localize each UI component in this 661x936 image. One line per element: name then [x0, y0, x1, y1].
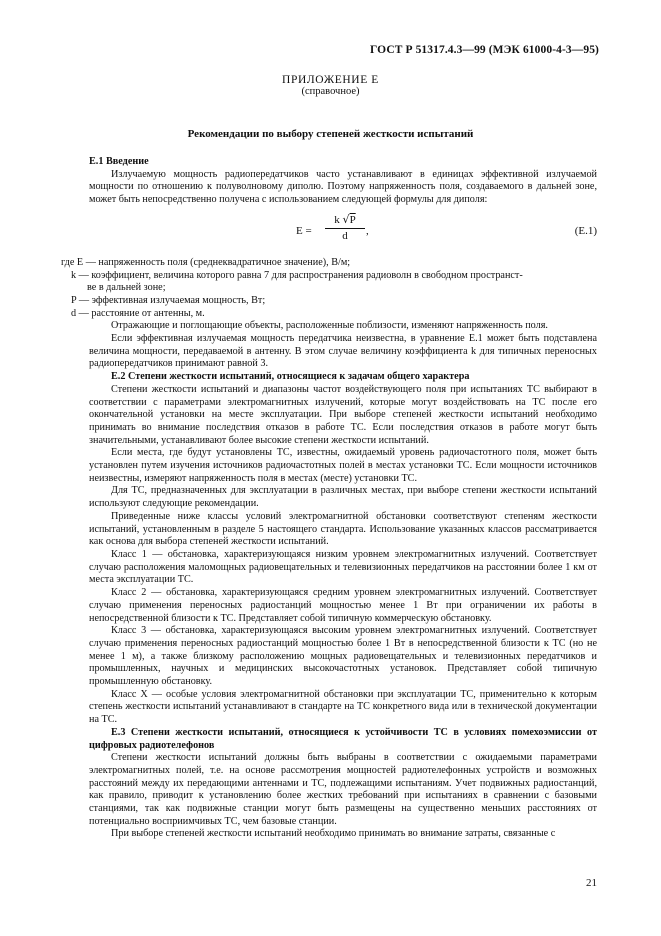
formula-comma: ,: [366, 224, 369, 237]
definition-item: k — коэффициент, величина которого равна 7 для распространения радиоволн в свободном пространст-: [71, 269, 523, 281]
appendix-title: ПРИЛОЖЕНИЕ Е: [282, 74, 379, 86]
formula-lhs: E =: [296, 224, 312, 237]
section-heading-e3: Е.3 Степени жесткости испытаний, относящиеся к устойчивости ТС в условиях помехоэмиссии от цифровых радиотелефонов: [89, 726, 597, 751]
definition-item: P — эффективная излучаемая мощность, Вт;: [71, 294, 266, 306]
document-title: Рекомендации по выбору степеней жесткости испытаний: [187, 128, 474, 140]
sqrt-symbol: √: [342, 212, 350, 226]
formula-e1: [89, 213, 597, 253]
paragraph: Если эффективная излучаемая мощность передатчика неизвестна, в уравнение Е.1 может быть подставлена величина мощности, передаваемой в антенну. В этом случае величину коэффициента k для типичных переносных радиопередатчиков принимают равной 3.: [89, 333, 597, 370]
definition-item: ве в дальней зоне;: [87, 282, 166, 294]
section-heading-e1: Е.1 Введение: [89, 156, 149, 167]
document-body: [61, 156, 597, 841]
definition-item: где E — напряженность поля (среднеквадратичное значение), В/м;: [61, 256, 351, 268]
formula-numerator: [325, 213, 365, 229]
paragraph: Класс 1 — обстановка, характеризующаяся низким уровнем электромагнитных излучений. Соответствует случаю расположения маломощных радиовещательных и телевизионных передатчиков на расстоянии более 1 км от места эксплуатации ТС.: [89, 548, 597, 586]
paragraph: При выборе степеней жесткости испытаний необходимо принимать во внимание затраты, связанные с: [111, 828, 556, 840]
paragraph: Степени жесткости испытаний должны быть выбраны в соответствии с ожидаемыми параметрами электромагнитных полей, т.е. на основе рассмотрения мощностей радиотелефонных устройств и возможных расстояний между их передающими антеннами и ТС, подлежащими испытаниям. Учет подвижных радиостанций, как правило, приводит к установлению более жестких требований при испытаниях в сравнении с базовыми станциями, так как подвижные станции могут быть размещены на существенно меньших расстояниях от потенциально восприимчивых ТС, чем базовые станции.: [89, 752, 597, 827]
paragraph: Для ТС, предназначенных для эксплуатации в различных местах, при выборе степени жесткости испытаний используют следующие рекомендации.: [89, 485, 597, 510]
paragraph: Класс 2 — обстановка, характеризующаяся средним уровнем электромагнитных излучений. Соответствует случаю применения переносных радиостанций мощностью менее 1 Вт при ограничении их работы в непосредственной близости к ТС. Представляет собой типичную коммерческую обстановку.: [89, 587, 597, 624]
section-heading-e2: Е.2 Степени жесткости испытаний, относящиеся к задачам общего характера: [111, 371, 470, 383]
paragraph: Отражающие и поглощающие объекты, расположенные поблизости, изменяют напряженность поля.: [111, 320, 548, 332]
paragraph: Степени жесткости испытаний и диапазоны частот воздействующего поля при испытаниях ТС выбирают в соответствии с параметрами электромагнитных излучений, которые могут воздействовать на ТС после его окончательной установки на месте эксплуатации. При выборе степеней жесткости испытаний необходимо принимать во внимание последствия отказов в работе ТС. Если последствия отказов в работе могут быть значительными, устанавливают более высокие степени жесткости испытаний.: [89, 383, 597, 446]
paragraph: Если места, где будут установлены ТС, известны, ожидаемый уровень радиочастотного поля, может быть установлен путем изучения источников радиочастотных полей в местах установки ТС. Если мощности источников неизвестны, измеряют напряженность поля в местах (месте) установки ТС.: [89, 447, 597, 484]
formula-reference: (Е.1): [574, 224, 597, 237]
paragraph: Приведенные ниже классы условий электромагнитной обстановки соответствуют степеням жесткости испытаний, установленным в разделе 5 настоящего стандарта. Использование указанных классов рассматривается как основа для выбора степеней жесткости испытаний.: [89, 510, 597, 548]
appendix-subtitle: (справочное): [301, 86, 360, 97]
formula-p: P: [349, 213, 356, 226]
formula-fraction: [325, 213, 365, 243]
paragraph: Класс X — особые условия электромагнитной обстановки при эксплуатации ТС, применительно к которым степень жесткости испытаний устанавливают в стандарте на ТС конкретного вида или в технической документации на ТС.: [89, 688, 597, 726]
formula-denominator: d: [342, 229, 348, 242]
paragraph: Излучаемую мощность радиопередатчиков часто устанавливают в единицах эффективной излучаемой мощности по отношению к полуволновому диполю. Поэтому напряженность поля, создаваемого в дальней зоне, может быть непосредственно получена с использованием следующей формулы для диполя:: [89, 168, 597, 206]
page-number: 21: [586, 877, 597, 889]
paragraph: Класс 3 — обстановка, характеризующаяся высоким уровнем электромагнитных излучений. Соответствует случаю применения переносных радиостанций мощностью более 1 Вт в непосредственной близости к ТС (но не менее 1 м), а также близкому расположению мощных радиовещательных и телевизионных передатчиков и промышленных, научных и медицинских высокочастотных установок. Представляет собой типичную промышленную обстановку.: [89, 625, 597, 688]
definitions-list: [61, 257, 597, 321]
standard-header: ГОСТ Р 51317.4.3—99 (МЭК 61000-4-3—95): [370, 44, 599, 56]
definition-item: d — расстояние от антенны, м.: [71, 307, 205, 319]
formula-k: k: [334, 213, 340, 226]
